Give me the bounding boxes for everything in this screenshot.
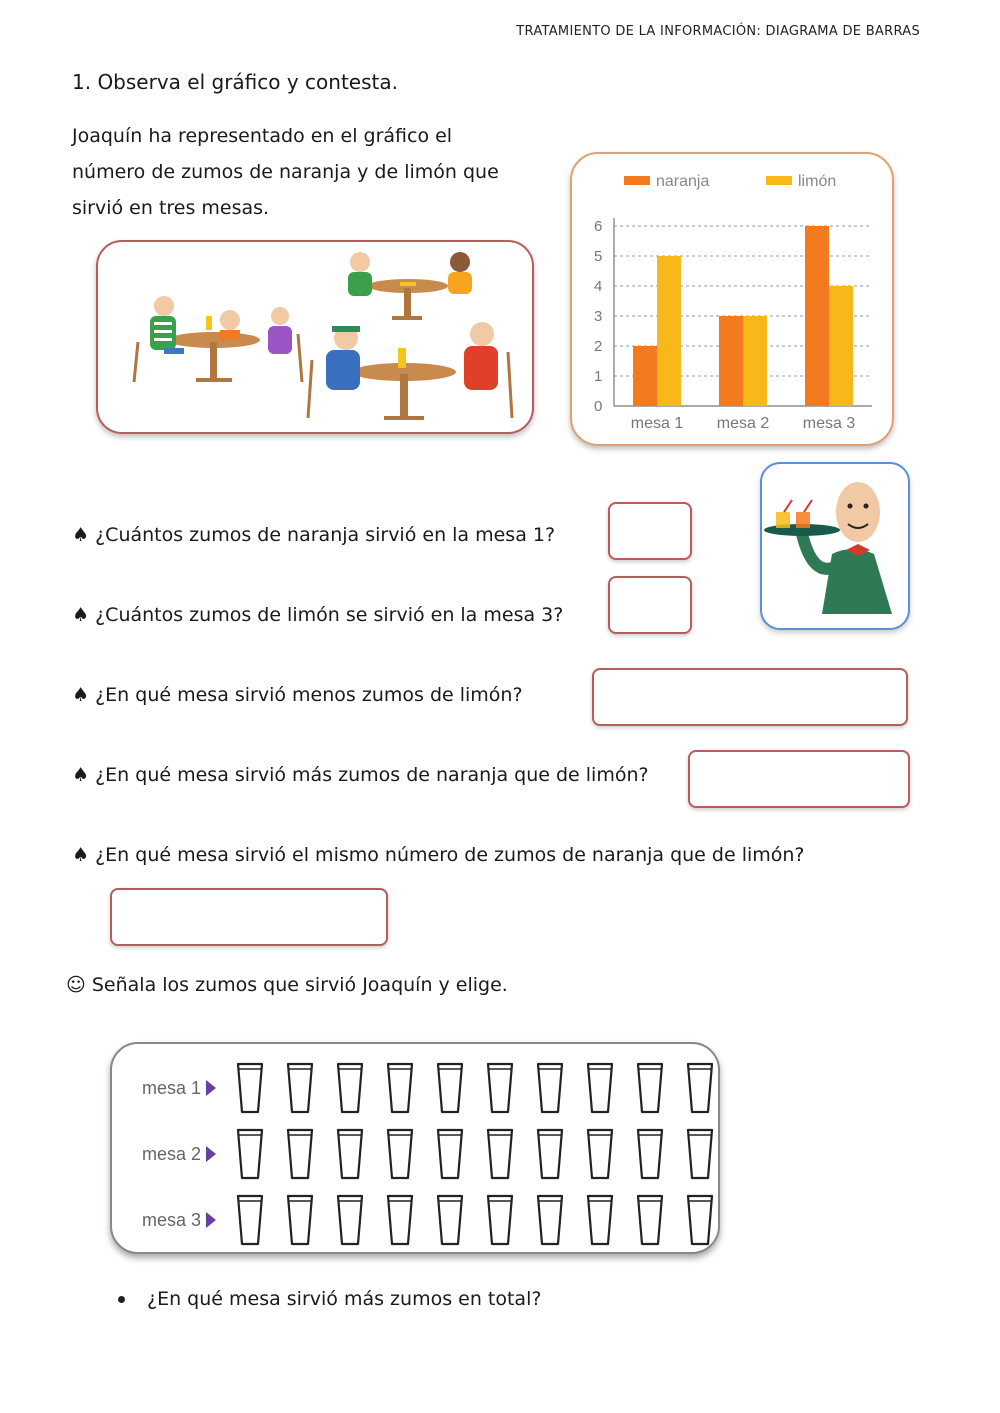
glass-icon[interactable] (488, 1196, 512, 1244)
glass-icon[interactable] (688, 1130, 712, 1178)
y-tick-label: 1 (594, 368, 603, 385)
arrow-icon (206, 1212, 216, 1228)
glass-icon[interactable] (288, 1130, 312, 1178)
glass-icon[interactable] (588, 1064, 612, 1112)
glass-icon[interactable] (488, 1130, 512, 1178)
question-text: ¿Cuántos zumos de limón se sirvió en la mesa 3? (95, 604, 564, 626)
page-header: TRATAMIENTO DE LA INFORMACIÓN: DIAGRAMA DE BARRAS (516, 24, 920, 39)
intro-line: sirvió en tres mesas. (72, 197, 270, 219)
y-tick-label: 5 (594, 248, 603, 265)
x-tick-label: mesa 1 (630, 415, 684, 432)
glass-icon[interactable] (538, 1064, 562, 1112)
glass-icon[interactable] (438, 1130, 462, 1178)
bullet-icon (118, 1296, 125, 1303)
answer-box-4[interactable] (688, 750, 910, 808)
glass-icon[interactable] (388, 1130, 412, 1178)
glasses-panel (110, 1042, 720, 1254)
bar-limón-mesa-3 (829, 286, 853, 406)
final-question (118, 1288, 541, 1310)
answer-box-1[interactable] (608, 502, 692, 560)
waiter-illustration (760, 462, 910, 630)
final-question-text: ¿En qué mesa sirvió más zumos en total? (147, 1288, 542, 1310)
bar-naranja-mesa-1 (633, 346, 657, 406)
spade-icon: ♠ (72, 764, 90, 786)
glass-icon[interactable] (388, 1064, 412, 1112)
exercise-heading: 1. Observa el gráfico y contesta. (72, 70, 398, 94)
question-4 (72, 764, 649, 786)
row-label: mesa 1 (142, 1078, 202, 1098)
bar-naranja-mesa-3 (805, 226, 829, 406)
glass-icon[interactable] (438, 1064, 462, 1112)
glass-icon[interactable] (288, 1196, 312, 1244)
glass-icon[interactable] (688, 1196, 712, 1244)
spade-icon: ♠ (72, 604, 90, 626)
y-tick-label: 6 (594, 218, 603, 235)
y-tick-label: 2 (594, 338, 603, 355)
intro-line: número de zumos de naranja y de limón que (72, 161, 499, 183)
spade-icon: ♠ (72, 684, 90, 706)
x-tick-label: mesa 3 (802, 415, 856, 432)
legend-label: naranja (656, 173, 710, 190)
glass-icon[interactable] (238, 1196, 262, 1244)
glass-icon[interactable] (588, 1130, 612, 1178)
bar-chart (572, 154, 892, 444)
arrow-icon (206, 1146, 216, 1162)
y-tick-label: 0 (594, 398, 603, 415)
question-1 (72, 524, 555, 546)
question-text: ¿En qué mesa sirvió el mismo número de zumos de naranja que de limón? (95, 844, 805, 866)
glass-icon[interactable] (688, 1064, 712, 1112)
answer-box-3[interactable] (592, 668, 908, 726)
waiter-image (762, 464, 908, 628)
question-5 (72, 844, 805, 866)
y-tick-label: 3 (594, 308, 603, 325)
x-tick-label: mesa 2 (716, 415, 770, 432)
glass-icon[interactable] (338, 1196, 362, 1244)
question-text: ¿Cuántos zumos de naranja sirvió en la mesa 1? (95, 524, 556, 546)
glass-icon[interactable] (638, 1064, 662, 1112)
bar-chart-card (570, 152, 894, 446)
instruction-text: Señala los zumos que sirvió Joaquín y elige. (91, 974, 508, 996)
glass-icon[interactable] (388, 1196, 412, 1244)
answer-box-5[interactable] (110, 888, 388, 946)
legend-swatch-naranja (624, 176, 650, 185)
question-text: ¿En qué mesa sirvió más zumos de naranja que de limón? (95, 764, 649, 786)
legend-label: limón (798, 173, 837, 190)
restaurant-illustration (96, 240, 534, 434)
glass-icon[interactable] (238, 1130, 262, 1178)
intro-line: Joaquín ha representado en el gráfico el (72, 125, 453, 147)
glasses-grid (112, 1044, 718, 1252)
legend-swatch-limón (766, 176, 792, 185)
glass-icon[interactable] (338, 1064, 362, 1112)
part2-instruction (66, 974, 508, 996)
row-label: mesa 2 (142, 1144, 202, 1164)
bar-limón-mesa-1 (657, 256, 681, 406)
glass-icon[interactable] (238, 1064, 262, 1112)
question-3 (72, 684, 523, 706)
spade-icon: ♠ (72, 524, 90, 546)
glass-icon[interactable] (488, 1064, 512, 1112)
glass-icon[interactable] (288, 1064, 312, 1112)
row-label: mesa 3 (142, 1210, 202, 1230)
exercise-intro (72, 118, 552, 226)
smiley-icon: ☺ (66, 974, 86, 996)
glass-icon[interactable] (588, 1196, 612, 1244)
question-2 (72, 604, 563, 626)
bar-limón-mesa-2 (743, 316, 767, 406)
glass-icon[interactable] (538, 1130, 562, 1178)
bar-naranja-mesa-2 (719, 316, 743, 406)
glass-icon[interactable] (638, 1130, 662, 1178)
answer-box-2[interactable] (608, 576, 692, 634)
glass-icon[interactable] (538, 1196, 562, 1244)
question-text: ¿En qué mesa sirvió menos zumos de limón? (95, 684, 523, 706)
glass-icon[interactable] (338, 1130, 362, 1178)
y-tick-label: 4 (594, 278, 603, 295)
glass-icon[interactable] (438, 1196, 462, 1244)
arrow-icon (206, 1080, 216, 1096)
restaurant-scene-image (98, 242, 532, 432)
glass-icon[interactable] (638, 1196, 662, 1244)
spade-icon: ♠ (72, 844, 90, 866)
